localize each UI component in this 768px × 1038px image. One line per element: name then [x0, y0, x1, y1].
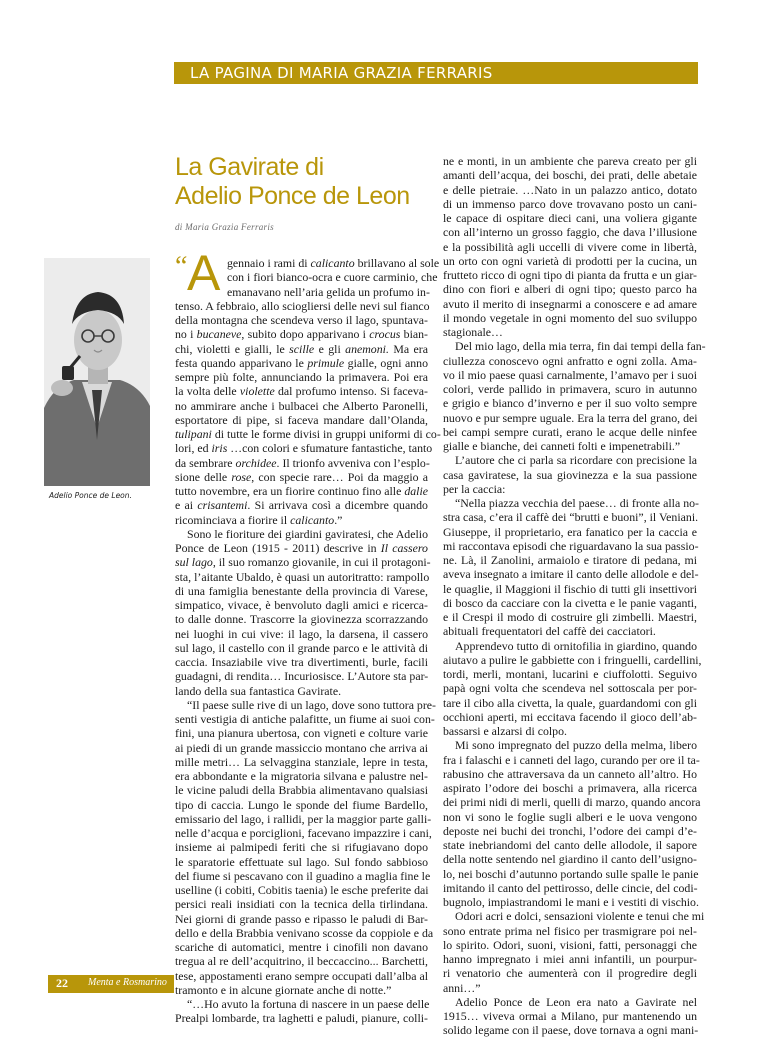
text-line: rabusino che attraversava da un canneto all’altro. Ho — [443, 766, 697, 781]
text-line: Giuseppe, il proprietario, era fanatico per la caccia e — [443, 524, 697, 539]
text-line: papà ogni volta che scendeva nel sottoscala per por- — [443, 681, 697, 696]
text-line: dello e della Brabbia venivano scosse da coppiole e da — [175, 925, 434, 940]
text-line: sta, l’aitante Ubaldo, è quasi un autoritratto: rampollo — [175, 569, 430, 584]
text-line: della notte sentendo nel giardino il canto dell’usigno- — [443, 852, 697, 867]
text-line: anni…” — [443, 980, 481, 995]
text-line: Nei giorni di grande passo e ripasso le paludi di Bar- — [175, 911, 428, 926]
magazine-name: Menta e Rosmarino — [88, 977, 167, 988]
text-line: sione delle rose, con specie rare… Poi da maggio a — [175, 469, 428, 484]
article-title-line-2: Adelio Ponce de Leon — [175, 182, 410, 210]
text-line: di una famiglia benestante della provincia di Varese, — [175, 583, 428, 598]
drop-cap-quote: “ — [175, 251, 188, 282]
text-line: L’autore che ci parla sa ricordare con precisione la — [455, 453, 697, 468]
text-line: di bosco da cacciare con la civetta e le panie vaganti, — [443, 595, 697, 610]
text-line: deposte nei buchi dei tronchi, l’odore dei campi d’e- — [443, 823, 697, 838]
text-line: e il Crespi il modo di costruire gli zimbelli. Maestri, — [443, 610, 697, 624]
text-line: Adelio Ponce de Leon era nato a Gavirate nel — [455, 994, 697, 1009]
text-line: con all’interno un grosso faggio, che dava l’illusione — [443, 225, 697, 240]
text-line: aiutavo a pulire le gabbiette con i fringuelli, cardellini, — [443, 652, 702, 667]
text-line: tare il cibo alla civetta, la quale, guardandomi con gli — [443, 695, 697, 710]
section-header-bar — [174, 62, 698, 84]
text-line: e delle pietraie. …Nato in un palazzo antico, dotato — [443, 182, 697, 197]
text-line: e ai crisantemi. Si arrivava così a dicembre quando — [175, 498, 428, 513]
photo-caption: Adelio Ponce de Leon. — [49, 491, 132, 500]
section-header-title: LA PAGINA DI MARIA GRAZIA FERRARIS — [190, 64, 493, 82]
text-line: “Nella piazza vecchia del paese… di fronte alla no- — [455, 496, 699, 510]
article-column-2 — [443, 154, 706, 1038]
text-line: senti vestigia di antiche palafitte, un fiume ai suoi con- — [175, 712, 435, 726]
text-line: sul lago, il castello con il grande parco e le attività di — [175, 640, 428, 655]
text-line: insieme ai palmipedi feriti che si rifugiavano dopo — [175, 840, 428, 855]
drop-cap-letter: A — [187, 245, 221, 301]
text-line: scariche di automatici, mentre i cinofili non davano — [175, 940, 428, 954]
text-line: del fiume si pescavano con il guadino a maglia fine le — [175, 868, 431, 883]
text-line: non vi sono le foglie sugli alberi e le uova vengono — [443, 809, 697, 824]
text-line: imitando il canto del pettirosso, delle cincie, del codi- — [443, 880, 698, 895]
text-line: hanno impregnato i miei anni infantili, un pourpur- — [443, 952, 697, 966]
text-line: ai piedi di un grande massiccio montano che arriva ai — [175, 740, 428, 755]
text-line: to dalle donne. Trascorre la giovinezza scorrazzando — [175, 612, 428, 627]
text-line: gialle e bianche, dei canneti folti e impenetrabili.” — [443, 439, 681, 453]
text-line: gennaio i rami di calicanto brillavano al sole — [227, 256, 440, 270]
text-line: per la caccia: — [443, 481, 506, 496]
article-byline: di Maria Grazia Ferraris — [175, 222, 274, 232]
article-title-line-1: La Gavirate di — [175, 153, 324, 181]
text-line: occhioni aperti, mi eccitava facendo il gioco dell’ab- — [443, 709, 697, 724]
text-line: ne. Là, il Zanolini, armaiolo e tiratore di pedana, mi — [443, 553, 697, 567]
text-line: della montagna che scendeva verso il lago, spuntava- — [175, 313, 428, 327]
text-line: ciullezza conoscevo ogni anfratto e ogni zolla. Ama- — [443, 353, 697, 368]
text-line: emissario del lago, i rallidi, per la maggior parte galli- — [175, 811, 432, 826]
text-line: frutteto ricco di ogni tipo di pianta da frutta e un giar- — [443, 268, 697, 282]
text-line: aspirato l’odore dei boschi a primavera, alla ricerca — [443, 781, 697, 795]
text-line: lori, ed iris …con colori e sfumature fantastiche, tanto — [175, 441, 433, 456]
text-line: le capace di ospitare dieci cani, una voliera gigante — [443, 211, 697, 225]
text-line: sul lago, il suo romanzo giovanile, in cui il protagoni- — [175, 555, 431, 570]
text-line: simpatico, vivace, è benvoluto dagli amici e ricerca- — [175, 598, 428, 612]
text-line: le quaglie, il Maggioni il fischio di tutti gli insettivori — [443, 581, 697, 596]
text-line: guadagni, di rendita… Incuriosisce. L’Autore sta par- — [175, 669, 429, 684]
text-line: nelle d’acqua e porciglioni, facevano impazzire i cani, — [175, 826, 432, 840]
text-line: mille metri… La selvaggina stanziale, lepre in testa, — [175, 754, 428, 769]
page-number: 22 — [56, 976, 68, 990]
text-line: vo il mio paese quasi carnalmente, l’amavo per i suoi — [443, 367, 697, 382]
text-line: chi, violetti e gialli, le scille e gli anemoni. Ma era — [175, 341, 428, 356]
text-line: “Il paese sulle rive di un lago, dove sono tuttora pre- — [187, 697, 436, 712]
text-line: Ponce de Leon (1915 - 2011) descrive in Il cassero — [175, 541, 428, 555]
text-line: sempre più folte, annunciando la primavera. Poi era — [175, 370, 428, 384]
text-line: amanti dell’acqua, dei boschi, dei prati, delle abetaie — [443, 168, 697, 183]
text-line: dei primi nidi di merli, quelli di marzo, quando ancora — [443, 795, 701, 810]
text-line: lo, nei boschi d’autunno portando sulle spalle le panie — [443, 866, 699, 881]
text-line: festa quando apparivano le primule gialle, ogni anno — [175, 355, 428, 370]
article-column-1 — [175, 256, 441, 1026]
text-line: abituali frequentatori del caffè dei cacciatori. — [443, 624, 656, 639]
text-line: Mi sono impregnato del puzzo della melma, libero — [455, 738, 697, 753]
text-line: solido legame con il paese, dove tornava a ogni mani- — [443, 1023, 699, 1038]
article-title — [175, 153, 435, 211]
text-line: Apprendevo tutto di ornitofilia in giardino, quando — [455, 638, 697, 653]
page-footer — [48, 975, 174, 993]
text-line: no i bucaneve, subito dopo apparivano i crocus bian- — [175, 327, 428, 342]
text-line: bugnolo, impiastrandomi le mani e i vestiti di vischio. — [443, 895, 699, 909]
text-line: tordi, merli, montani, lucarini e ciuffolotti. Seguivo — [443, 667, 697, 681]
text-line: tutto novembre, era un fiorire continuo fino alle dalie — [175, 484, 428, 498]
text-line: no ammirare anche i bulbacei che Alberto Paronelli, — [175, 398, 428, 413]
text-line: di un immenso parco dove trovavano posto un cani- — [443, 196, 697, 211]
text-line: mi raccontava episodi che riguardavano la sua passio- — [443, 538, 699, 553]
text-line: state inebriandomi del canto delle allodole, il sapore — [443, 838, 697, 852]
text-line: tulipani di tutte le forme divisi in gruppi uniformi di co- — [175, 427, 441, 441]
text-line: le sparatorie effettuate sul lago. Sul fondo sabbioso — [175, 854, 428, 869]
text-line: dino con fiori e alberi di ogni tipo; questo parco ha — [443, 282, 697, 297]
text-line: stagionale… — [443, 325, 503, 339]
text-line: avuto il merito di insegnarmi a conoscere e ad amare — [443, 296, 697, 311]
text-line: 1915… viveva ormai a Milano, pur mantenendo un — [443, 1009, 697, 1023]
text-line: tipo di caccia. Lungo le sponde del fiume Bardello, — [175, 797, 428, 812]
text-line: lando della sua fantastica Gavirate. — [175, 683, 342, 698]
text-line: Odori acri e dolci, sensazioni violente e tenui che mi — [455, 909, 705, 924]
text-line: colori, verde pallido in primavera, scuro in autunno — [443, 382, 697, 396]
text-line: tenso. A febbraio, allo sciogliersi delle nevi sul fianco — [175, 298, 430, 313]
text-line: “…Ho avuto la fortuna di nascere in un paese delle — [187, 997, 430, 1011]
text-line: persici reali insidiati con la tecnica della tirlindana. — [175, 897, 428, 912]
text-line: stra casa, c’era il caffè dei “brutti e buoni”, il Veniani. — [443, 510, 699, 525]
text-line: ricominciava a fiorire il calicanto.” — [175, 512, 343, 527]
text-line: aveva insegnato a imitare il canto delle allodole e del- — [443, 567, 699, 582]
text-line: con i fiori bianco-ocra e cuore carminio, che — [227, 270, 438, 285]
text-line: tese, appostamenti erano sempre occupati dall’alba al — [175, 968, 428, 983]
text-line: uselline (i cobiti, Cobitis taenia) le esche preferite dai — [175, 883, 429, 897]
text-line: bassarsi e alzarsi di colpo. — [443, 724, 567, 738]
text-line: era abbondante e la migratoria silvana e palustre nel- — [175, 769, 428, 783]
text-line: esportatore di pipe, si faceva mandare dall’Olanda, — [175, 412, 428, 427]
text-line: casa gaviratese, la sua giovinezza e la sua passione — [443, 467, 697, 482]
text-line: lo spirito. Odori, suoni, visioni, fatti, personaggi che — [443, 937, 697, 952]
text-line: ri venatorio che aumenterà con il progredire degli — [443, 966, 697, 981]
text-line: il mondo vegetale in ogni momento del suo sviluppo — [443, 310, 697, 325]
text-line: e la possibilità agli uccelli di vivere come in libertà, — [443, 239, 697, 254]
text-line: Prealpi lombarde, tra laghetti e paludi, pianure, colli- — [175, 1011, 428, 1026]
text-line: bei campi sempre curati, erano le acque delle ninfee — [443, 424, 697, 439]
text-line: sono entrate prima nel fisico per trasmigrare poi nel- — [443, 923, 697, 938]
author-portrait-photo — [44, 258, 150, 486]
text-line: fra i falaschi e i canneti del lago, curando per ore il ta- — [443, 752, 700, 767]
text-line: un orto con ogni varietà di prodotti per la cucina, un — [443, 253, 697, 268]
text-line: la volta delle violette dal profumo intenso. Si faceva- — [175, 384, 428, 399]
text-line: e grigio e bianco d’inverno e per il suo volto sempre — [443, 396, 697, 411]
text-line: nei luoghi in cui vive: il lago, la darsena, il cassero — [175, 626, 428, 641]
text-line: ne e monti, in un ambiente che pareva creato per gli — [443, 154, 697, 168]
text-line: da sembrare orchidee. Il trionfo avveniva con l’esplo- — [175, 455, 430, 470]
text-line: tregua al re dell’acquitrino, il beccaccino... Barchetti, — [175, 954, 428, 969]
text-line: nuovo e pur sempre uguale. Era la terra del grano, dei — [443, 410, 698, 425]
text-line: fini, una pianura ubertosa, con vigneti e colture varie — [175, 726, 428, 741]
text-line: le vicine paludi della Brabbia alimentavano qualsiasi — [175, 783, 428, 798]
text-line: tramonto e in alcune giornate anche di notte.” — [175, 982, 392, 997]
text-line: caccia. Insaziabile vive tra divertimenti, burle, facili — [175, 655, 428, 669]
author-portrait-image — [44, 258, 150, 486]
text-line: Sono le fioriture dei giardini gaviratesi, che Adelio — [187, 526, 428, 541]
text-line: Del mio lago, della mia terra, fin dai tempi della fan- — [455, 339, 706, 354]
text-line: emanavano nell’aria gelida un profumo in- — [227, 284, 430, 299]
